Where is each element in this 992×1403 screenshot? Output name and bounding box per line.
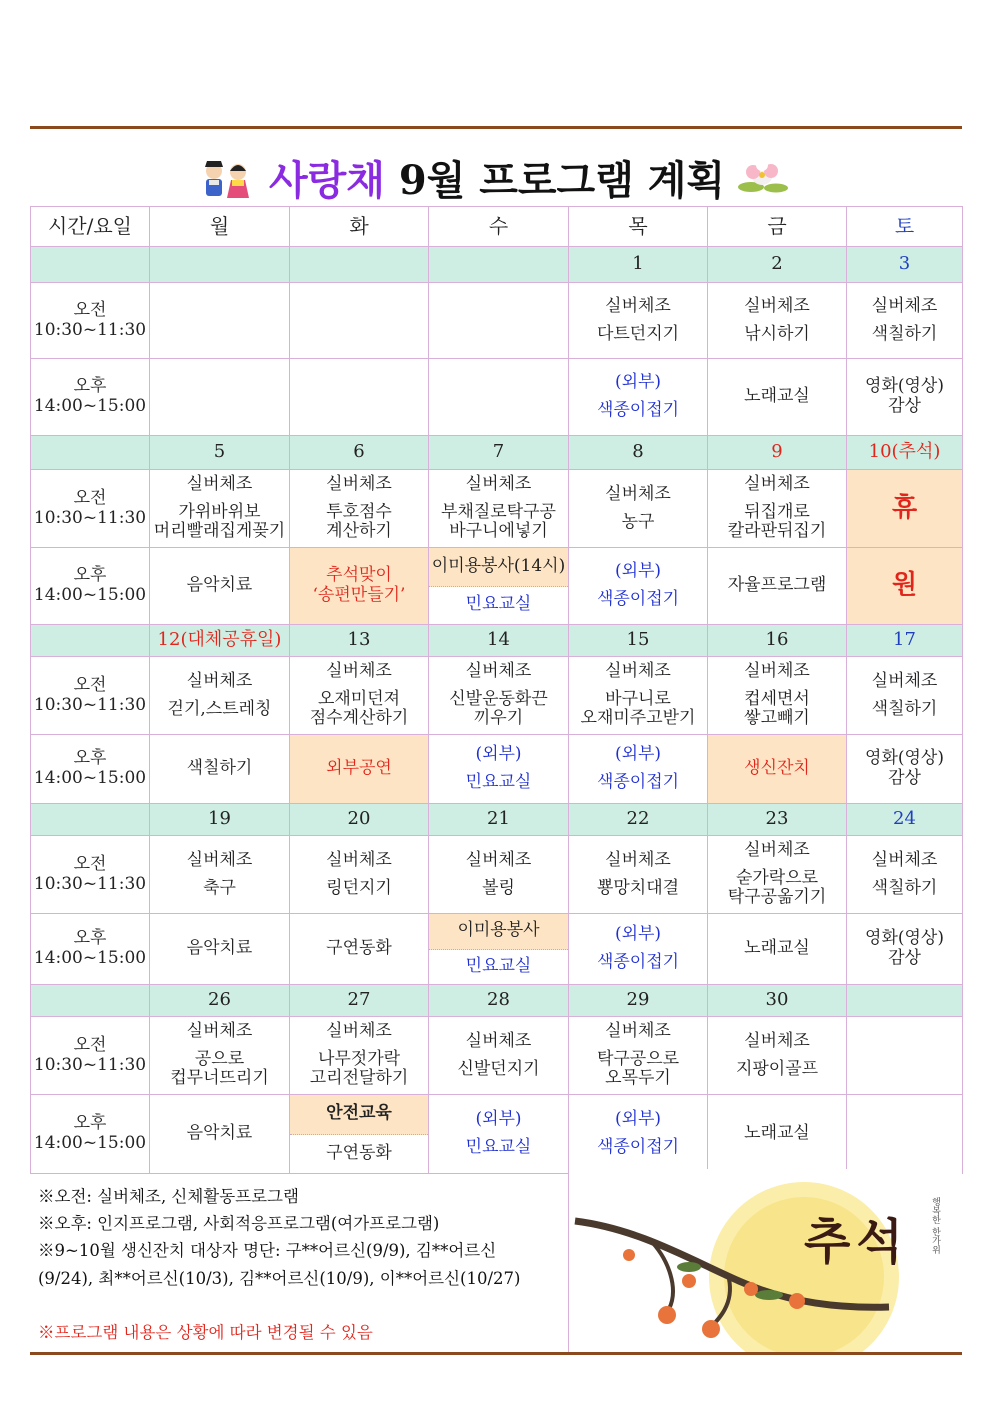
header-tue: 화 bbox=[290, 207, 429, 247]
am-activity-b: 색칠하기 bbox=[871, 323, 938, 344]
date-cell: 22 bbox=[569, 804, 708, 836]
date-cell: 2 bbox=[708, 247, 847, 283]
am-activity-cell bbox=[150, 1017, 290, 1095]
date-cell: 24 bbox=[847, 804, 963, 836]
am-activity-cell bbox=[569, 283, 708, 359]
pm-activity-cell bbox=[569, 1095, 708, 1174]
pm-row bbox=[31, 548, 963, 625]
am-activity-b: 오재미던져 점수계산하기 bbox=[309, 688, 409, 729]
pm-label: 오후 bbox=[73, 376, 107, 397]
pm-activity: 색종이접기 bbox=[596, 400, 680, 420]
am-activity-b: 지팡이골프 bbox=[735, 1058, 819, 1079]
date-row bbox=[31, 247, 963, 283]
am-activity-cell bbox=[290, 470, 429, 548]
pm-activity-cell bbox=[708, 359, 847, 436]
pm-time-label bbox=[31, 548, 150, 625]
pm-activity: 음악치료 bbox=[186, 575, 253, 596]
date-cell: 30 bbox=[708, 985, 847, 1017]
pm-activity-cell bbox=[429, 735, 569, 804]
am-activity-a: 실버체조 bbox=[605, 849, 671, 870]
header-time-day: 시간/요일 bbox=[31, 207, 150, 247]
am-activity-cell bbox=[150, 283, 290, 359]
date-cell: 17 bbox=[847, 625, 963, 657]
date-cell: 27 bbox=[290, 985, 429, 1017]
date-cell: 14 bbox=[429, 625, 569, 657]
pm-activity: 색종이접기 bbox=[596, 1137, 680, 1157]
chuseok-small-text: 행복한 한가위 bbox=[930, 1197, 940, 1254]
pm-activity-cell bbox=[150, 914, 290, 985]
am-activity-a: 실버체조 bbox=[186, 670, 253, 691]
am-activity-cell bbox=[569, 470, 708, 548]
pm-activity: 자율프로그램 bbox=[727, 575, 827, 596]
pm-label: 오후 bbox=[73, 565, 107, 586]
date-cell: 10(추석) bbox=[847, 436, 963, 470]
am-activity-cell bbox=[429, 1017, 569, 1095]
pm-time-label bbox=[31, 1095, 150, 1174]
pm-activity-cell bbox=[290, 914, 429, 985]
am-activity-b: 바구니로 오재미주고받기 bbox=[580, 688, 696, 729]
am-time-label bbox=[31, 836, 150, 914]
date-row bbox=[31, 436, 963, 470]
pm-label: 오후 bbox=[73, 1113, 107, 1134]
pm-activity-cell bbox=[847, 914, 963, 985]
pm-activity-bottom: 민요교실 bbox=[465, 955, 532, 976]
am-activity-a: 실버체조 bbox=[465, 661, 532, 682]
title-accent: 사랑채 bbox=[268, 156, 385, 204]
flower-icon bbox=[731, 152, 793, 202]
pm-time: 14:00~15:00 bbox=[33, 585, 147, 605]
pm-activity-cell bbox=[150, 548, 290, 625]
date-cell bbox=[150, 247, 290, 283]
am-activity-cell bbox=[847, 283, 963, 359]
pm-activity: 영화(영상) 감상 bbox=[865, 748, 944, 788]
pm-activity: 원 bbox=[891, 570, 918, 601]
am-label: 오전 bbox=[73, 299, 107, 320]
pm-activity: 노래교실 bbox=[744, 1123, 810, 1144]
pm-time-label bbox=[31, 735, 150, 804]
am-activity-cell bbox=[847, 1017, 963, 1095]
am-row bbox=[31, 657, 963, 735]
header-mon: 월 bbox=[150, 207, 290, 247]
am-activity-b: 색칠하기 bbox=[871, 877, 938, 898]
pm-activity-cell bbox=[847, 359, 963, 436]
date-row-label bbox=[31, 247, 150, 283]
pm-activity-cell bbox=[429, 1095, 569, 1174]
pm-activity-cell bbox=[569, 359, 708, 436]
date-cell: 3 bbox=[847, 247, 963, 283]
am-activity-b: 뿅망치대결 bbox=[596, 877, 680, 898]
pm-activity: 노래교실 bbox=[744, 386, 810, 407]
bottom-rule bbox=[30, 1352, 962, 1355]
pm-time-label bbox=[31, 914, 150, 985]
pm-activity: 영화(영상) 감상 bbox=[865, 928, 944, 968]
am-activity-cell bbox=[847, 657, 963, 735]
am-activity-a: 실버체조 bbox=[465, 474, 532, 495]
am-activity-a: 실버체조 bbox=[326, 849, 392, 870]
am-time-label bbox=[31, 657, 150, 735]
pm-activity-cell bbox=[429, 359, 569, 436]
pm-time: 14:00~15:00 bbox=[33, 1133, 147, 1153]
am-activity-b: 공으로 컵무너뜨리기 bbox=[170, 1048, 269, 1089]
am-label: 오전 bbox=[73, 1034, 107, 1055]
chuseok-artwork bbox=[569, 1169, 962, 1352]
page-title bbox=[30, 148, 962, 206]
date-cell: 26 bbox=[150, 985, 290, 1017]
am-activity-b: 농구 bbox=[621, 511, 655, 532]
pm-activity-cell bbox=[569, 735, 708, 804]
pm-external-tag: (외부) bbox=[475, 744, 522, 765]
date-cell: 5 bbox=[150, 436, 290, 470]
am-activity-a: 실버체조 bbox=[744, 474, 810, 495]
am-activity-b: 볼링 bbox=[482, 877, 515, 898]
am-time: 10:30~11:30 bbox=[33, 507, 147, 528]
am-activity-a: 실버체조 bbox=[744, 295, 810, 316]
am-activity-a: 실버체조 bbox=[744, 661, 810, 682]
pm-activity-top: 이미용봉사(14시) bbox=[429, 548, 568, 587]
pm-activity: 색종이접기 bbox=[596, 952, 680, 972]
date-cell: 13 bbox=[290, 625, 429, 657]
hanbok-children-icon bbox=[199, 152, 257, 202]
am-activity-cell bbox=[847, 836, 963, 914]
am-activity-b: 부채질로탁구공 바구니에넣기 bbox=[441, 501, 556, 542]
pm-activity-cell bbox=[708, 1095, 847, 1174]
pm-time: 14:00~15:00 bbox=[33, 396, 147, 416]
am-activity-b: 신발운동화끈 끼우기 bbox=[449, 688, 548, 729]
pm-activity-bottom: 구연동화 bbox=[326, 1142, 392, 1163]
date-row bbox=[31, 625, 963, 657]
am-activity-cell bbox=[290, 283, 429, 359]
date-cell bbox=[847, 985, 963, 1017]
am-activity-cell bbox=[569, 657, 708, 735]
title-main: 9월 프로그램 계획 bbox=[398, 156, 726, 204]
am-activity-a: 실버체조 bbox=[605, 1021, 671, 1042]
pm-activity: 영화(영상) 감상 bbox=[865, 376, 944, 416]
pm-activity-cell bbox=[569, 914, 708, 985]
am-activity-a: 실버체조 bbox=[605, 295, 671, 316]
pm-activity: 구연동화 bbox=[326, 938, 392, 959]
header-sat: 토 bbox=[847, 207, 963, 247]
date-cell: 15 bbox=[569, 625, 708, 657]
date-cell: 28 bbox=[429, 985, 569, 1017]
notes-panel bbox=[30, 1169, 569, 1352]
pm-label: 오후 bbox=[73, 748, 107, 769]
date-cell: 9 bbox=[708, 436, 847, 470]
am-activity-cell bbox=[290, 836, 429, 914]
note-birthday-2: (9/24), 최**어르신(10/3), 김**어르신(10/9), 이**어르신(10/27) bbox=[38, 1269, 521, 1288]
pm-activity-cell bbox=[150, 1095, 290, 1174]
am-time: 10:30~11:30 bbox=[33, 873, 147, 894]
am-activity-a: 실버체조 bbox=[465, 1030, 532, 1051]
header-fri: 금 bbox=[708, 207, 847, 247]
am-activity-a: 실버체조 bbox=[186, 474, 253, 495]
date-cell: 16 bbox=[708, 625, 847, 657]
pm-external-tag: (외부) bbox=[614, 1109, 662, 1130]
am-activity-b: 신발던지기 bbox=[457, 1058, 540, 1079]
pm-activity: 추석맞이 ‘송편만들기’ bbox=[312, 565, 406, 605]
date-cell: 29 bbox=[569, 985, 708, 1017]
am-activity-a: 실버체조 bbox=[326, 1021, 392, 1042]
am-activity-cell bbox=[150, 470, 290, 548]
date-cell bbox=[290, 247, 429, 283]
date-cell: 1 bbox=[569, 247, 708, 283]
date-cell: 7 bbox=[429, 436, 569, 470]
am-activity-cell bbox=[290, 1017, 429, 1095]
am-activity-cell bbox=[847, 470, 963, 548]
am-label: 오전 bbox=[73, 674, 107, 695]
date-cell: 6 bbox=[290, 436, 429, 470]
date-cell: 20 bbox=[290, 804, 429, 836]
pm-activity-cell bbox=[429, 548, 569, 625]
am-activity-cell bbox=[708, 283, 847, 359]
am-activity-a: 실버체조 bbox=[186, 849, 253, 870]
am-activity-cell bbox=[429, 836, 569, 914]
am-activity-a: 실버체조 bbox=[744, 840, 810, 861]
pm-activity-cell bbox=[847, 548, 963, 625]
pm-external-tag: (외부) bbox=[614, 744, 662, 765]
am-activity-cell bbox=[708, 470, 847, 548]
pm-external-tag: (외부) bbox=[614, 561, 662, 582]
am-label: 오전 bbox=[73, 853, 107, 874]
pm-activity-cell bbox=[150, 359, 290, 436]
am-activity-a: 실버체조 bbox=[326, 661, 392, 682]
am-time: 10:30~11:30 bbox=[33, 694, 147, 715]
header-thu: 목 bbox=[569, 207, 708, 247]
date-cell: 23 bbox=[708, 804, 847, 836]
am-activity-b: 축구 bbox=[203, 877, 236, 898]
date-cell: 12(대체공휴일) bbox=[150, 625, 290, 657]
am-activity-cell bbox=[429, 470, 569, 548]
pm-row bbox=[31, 359, 963, 436]
pm-external-tag: (외부) bbox=[475, 1109, 522, 1130]
pm-activity: 색종이접기 bbox=[596, 772, 680, 792]
date-row-label bbox=[31, 436, 150, 470]
date-row bbox=[31, 804, 963, 836]
am-activity-b: 가위바위보 머리빨래집게꽂기 bbox=[153, 501, 286, 542]
note-warning: ※프로그램 내용은 상황에 따라 변경될 수 있음 bbox=[38, 1323, 373, 1342]
chuseok-calligraphy: 추석 bbox=[804, 1214, 909, 1270]
schedule-table bbox=[30, 206, 963, 1174]
am-activity-a: 실버체조 bbox=[871, 849, 938, 870]
pm-time-label bbox=[31, 359, 150, 436]
note-birthday-1: ※9~10월 생신잔치 대상자 명단: 구**어르신(9/9), 김**어르신 bbox=[38, 1241, 497, 1260]
date-row bbox=[31, 985, 963, 1017]
date-row-label bbox=[31, 804, 150, 836]
am-row bbox=[31, 283, 963, 359]
am-activity-a: 실버체조 bbox=[186, 1021, 253, 1042]
am-activity-cell bbox=[429, 283, 569, 359]
am-activity-cell bbox=[150, 836, 290, 914]
date-cell bbox=[429, 247, 569, 283]
am-activity-cell bbox=[429, 657, 569, 735]
am-activity-b: 컵세면서 쌓고빼기 bbox=[744, 688, 810, 729]
date-cell: 21 bbox=[429, 804, 569, 836]
am-activity-b: 색칠하기 bbox=[871, 698, 938, 719]
pm-activity-top: 이미용봉사 bbox=[429, 914, 568, 950]
am-time: 10:30~11:30 bbox=[33, 319, 147, 340]
am-time: 10:30~11:30 bbox=[33, 1054, 147, 1075]
am-activity-a: 실버체조 bbox=[605, 661, 671, 682]
am-activity-b: 걷기,스트레칭 bbox=[167, 698, 272, 719]
am-activity-a: 실버체조 bbox=[744, 1030, 810, 1051]
am-row bbox=[31, 836, 963, 914]
pm-activity: 음악치료 bbox=[186, 1123, 253, 1144]
am-activity-b: 낚시하기 bbox=[744, 323, 810, 344]
pm-activity-cell bbox=[569, 548, 708, 625]
pm-activity: 음악치료 bbox=[186, 938, 253, 959]
am-activity-b: 뒤집개로 칼라판뒤집기 bbox=[727, 501, 827, 542]
pm-activity-cell bbox=[290, 735, 429, 804]
pm-activity-cell bbox=[150, 735, 290, 804]
am-activity-b: 숟가락으로 탁구공옮기기 bbox=[727, 867, 827, 908]
am-activity-b: 투호점수 계산하기 bbox=[326, 501, 392, 542]
pm-activity-cell bbox=[708, 914, 847, 985]
date-row-label bbox=[31, 985, 150, 1017]
am-time-label bbox=[31, 470, 150, 548]
pm-activity-top: 안전교육 bbox=[290, 1095, 428, 1135]
pm-activity-cell bbox=[708, 548, 847, 625]
pm-activity-cell bbox=[290, 548, 429, 625]
am-activity-cell bbox=[290, 657, 429, 735]
pm-row bbox=[31, 1095, 963, 1174]
pm-external-tag: (외부) bbox=[614, 924, 662, 945]
pm-activity-cell bbox=[847, 1095, 963, 1174]
am-activity-a: 실버체조 bbox=[326, 474, 392, 495]
am-label: 오전 bbox=[73, 487, 107, 508]
am-row bbox=[31, 470, 963, 548]
am-activity-a: 실버체조 bbox=[605, 483, 671, 504]
am-time-label bbox=[31, 283, 150, 359]
am-activity-cell bbox=[708, 836, 847, 914]
pm-activity-cell bbox=[290, 1095, 429, 1174]
pm-activity-cell bbox=[429, 914, 569, 985]
am-time-label bbox=[31, 1017, 150, 1095]
am-activity-b: 링던지기 bbox=[326, 877, 392, 898]
pm-activity-bottom: 민요교실 bbox=[465, 594, 532, 615]
am-row bbox=[31, 1017, 963, 1095]
pm-activity: 노래교실 bbox=[744, 938, 810, 959]
pm-activity-cell bbox=[847, 735, 963, 804]
date-cell: 8 bbox=[569, 436, 708, 470]
note-pm: ※오후: 인지프로그램, 사회적응프로그램(여가프로그램) bbox=[38, 1214, 440, 1233]
pm-time: 14:00~15:00 bbox=[33, 768, 147, 788]
pm-activity: 색종이접기 bbox=[596, 589, 680, 609]
pm-activity-cell bbox=[290, 359, 429, 436]
holiday-mark: 휴 bbox=[891, 492, 918, 523]
am-activity-cell bbox=[150, 657, 290, 735]
am-activity-b: 나무젓가락 고리전달하기 bbox=[309, 1048, 409, 1089]
pm-activity: 민요교실 bbox=[465, 772, 532, 792]
pm-activity: 민요교실 bbox=[465, 1137, 532, 1157]
date-row-label bbox=[31, 625, 150, 657]
am-activity-cell bbox=[708, 1017, 847, 1095]
pm-activity: 생신잔치 bbox=[744, 758, 810, 779]
am-activity-a: 실버체조 bbox=[871, 295, 938, 316]
top-rule bbox=[30, 126, 962, 129]
header-wed: 수 bbox=[429, 207, 569, 247]
note-am: ※오전: 실버체조, 신체활동프로그램 bbox=[38, 1187, 299, 1206]
pm-activity: 색칠하기 bbox=[186, 758, 253, 779]
pm-activity: 외부공연 bbox=[326, 758, 392, 779]
pm-label: 오후 bbox=[73, 928, 107, 949]
pm-row bbox=[31, 914, 963, 985]
am-activity-cell bbox=[569, 1017, 708, 1095]
pm-row bbox=[31, 735, 963, 804]
pm-time: 14:00~15:00 bbox=[33, 948, 147, 968]
am-activity-b: 다트던지기 bbox=[596, 323, 680, 344]
pm-activity-cell bbox=[708, 735, 847, 804]
date-cell: 19 bbox=[150, 804, 290, 836]
am-activity-a: 실버체조 bbox=[871, 670, 938, 691]
am-activity-a: 실버체조 bbox=[465, 849, 532, 870]
am-activity-b: 탁구공으로 오목두기 bbox=[596, 1048, 680, 1089]
am-activity-cell bbox=[708, 657, 847, 735]
am-activity-cell bbox=[569, 836, 708, 914]
pm-external-tag: (외부) bbox=[614, 372, 662, 393]
